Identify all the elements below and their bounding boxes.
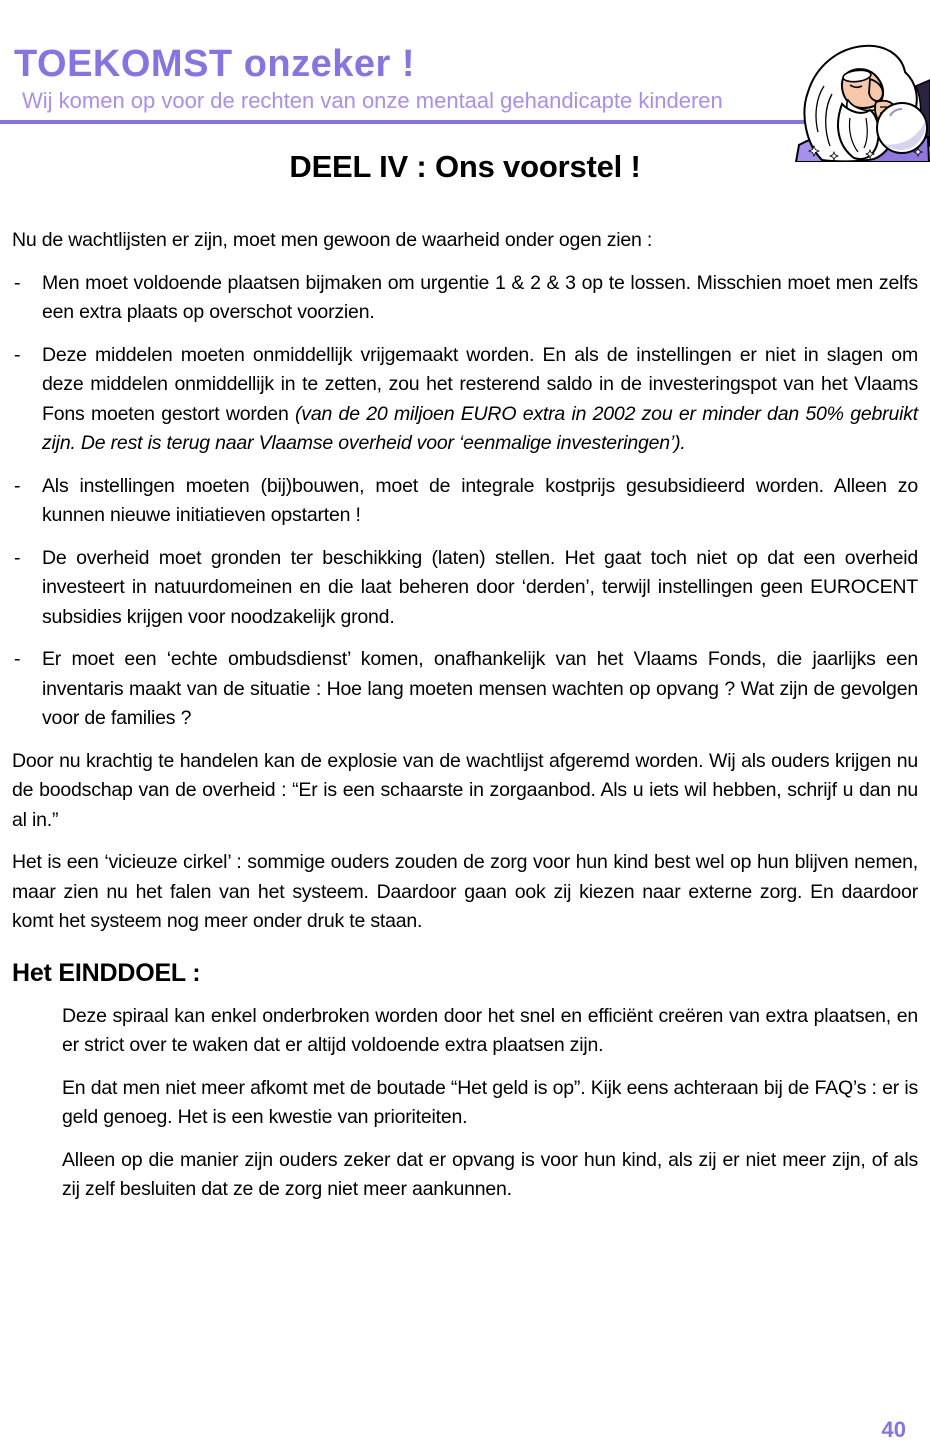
intro-paragraph: Nu de wachtlijsten er zijn, moet men gewoon de waarheid onder ogen zien :	[12, 229, 653, 251]
einddoel-heading: Het EINDDOEL :	[12, 958, 201, 987]
bullet-text: Er moet een ‘echte ombudsdienst’ komen, onafhankelijk van het Vlaams Fonds, die jaarlijks een inventaris maakt van de situatie : Hoe lang moeten mensen wachten op opvang ? Wat zijn de gevolgen voor de families ?	[42, 648, 918, 729]
bullet-dash: -	[14, 271, 21, 294]
header-divider	[0, 120, 930, 124]
einddoel-paragraph: En dat men niet meer afkomt met de boutade “Het geld is op”. Kijk eens achteraan bij de FAQ’s : er is geld genoeg. Het is een kwestie van prioriteiten.	[62, 1076, 918, 1128]
bullet-item	[12, 341, 918, 459]
bullet-dash: -	[14, 343, 21, 366]
einddoel-paragraph: Alleen op die manier zijn ouders zeker dat er opvang is voor hun kind, als zij er niet meer zijn, of als zij zelf besluiten dat ze de zorg niet meer aankunnen.	[62, 1148, 918, 1200]
bullet-dash: -	[14, 474, 21, 497]
body-paragraph: Het is een ‘vicieuze cirkel’ : sommige ouders zouden de zorg voor hun kind best wel op hun blijven nemen, maar zien nu het falen van het systeem. Daardoor gaan ook zij kiezen naar externe zorg. En daardoor komt het systeem nog meer onder druk te staan.	[12, 851, 918, 932]
bullet-item	[12, 472, 918, 531]
bullet-item	[12, 544, 918, 633]
site-subtitle: Wij komen op voor de rechten van onze mentaal gehandicapte kinderen	[22, 88, 723, 113]
bullet-item	[12, 269, 918, 328]
bullet-text: Deze middelen moeten onmiddellijk vrijgemaakt worden. En als de instellingen er niet in slagen om deze middelen onmiddellijk in te zetten, zou het resterend saldo in de investeringspot van het Vlaams Fons moeten gestort worden	[42, 343, 918, 425]
document-page	[0, 42, 930, 1445]
page-header	[0, 42, 930, 124]
wizard-crystal-ball-illustration	[792, 42, 930, 162]
bullet-dash: -	[14, 546, 21, 569]
bullet-text: Als instellingen moeten (bij)bouwen, moet de integrale kostprijs gesubsidieerd worden. Alleen zo kunnen nieuwe initiatieven opstarten !	[42, 474, 918, 526]
bullet-text-italic: (van de 20 miljoen EURO extra in 2002 zou er minder dan 50% gebruikt zijn. De rest is terug naar Vlaamse overheid voor ‘eenmalige investeringen’).	[42, 402, 918, 454]
site-title: TOEKOMST onzeker !	[14, 43, 416, 85]
bullet-text: De overheid moet gronden ter beschikking (laten) stellen. Het gaat toch niet op dat een overheid investeert in natuurdomeinen en die laat beheren door ‘derden’, terwijl instellingen geen EUROCENT subsidies krijgen voor noodzakelijk grond.	[42, 546, 918, 628]
bullet-item	[12, 645, 918, 734]
section-title: DEEL IV : Ons voorstel !	[289, 149, 641, 184]
body-paragraph: Door nu krachtig te handelen kan de explosie van de wachtlijst afgeremd worden. Wij als ouders krijgen nu de boodschap van de overheid : “Er is een schaarste in zorgaanbod. Als u iets wil hebben, schrijf u dan nu al in.”	[12, 749, 918, 831]
bullet-text: Men moet voldoende plaatsen bijmaken om urgentie 1 & 2 & 3 op te lossen. Misschien moet men zelfs een extra plaats op overschot voorzien.	[42, 271, 918, 323]
page-number: 40	[881, 1417, 906, 1442]
document-body	[0, 148, 930, 1205]
einddoel-paragraph: Deze spiraal kan enkel onderbroken worden door het snel en efficiënt creëren van extra plaatsen, en er strict over te waken dat er altijd voldoende extra plaatsen zijn.	[62, 1004, 918, 1056]
bullet-dash: -	[14, 648, 21, 670]
